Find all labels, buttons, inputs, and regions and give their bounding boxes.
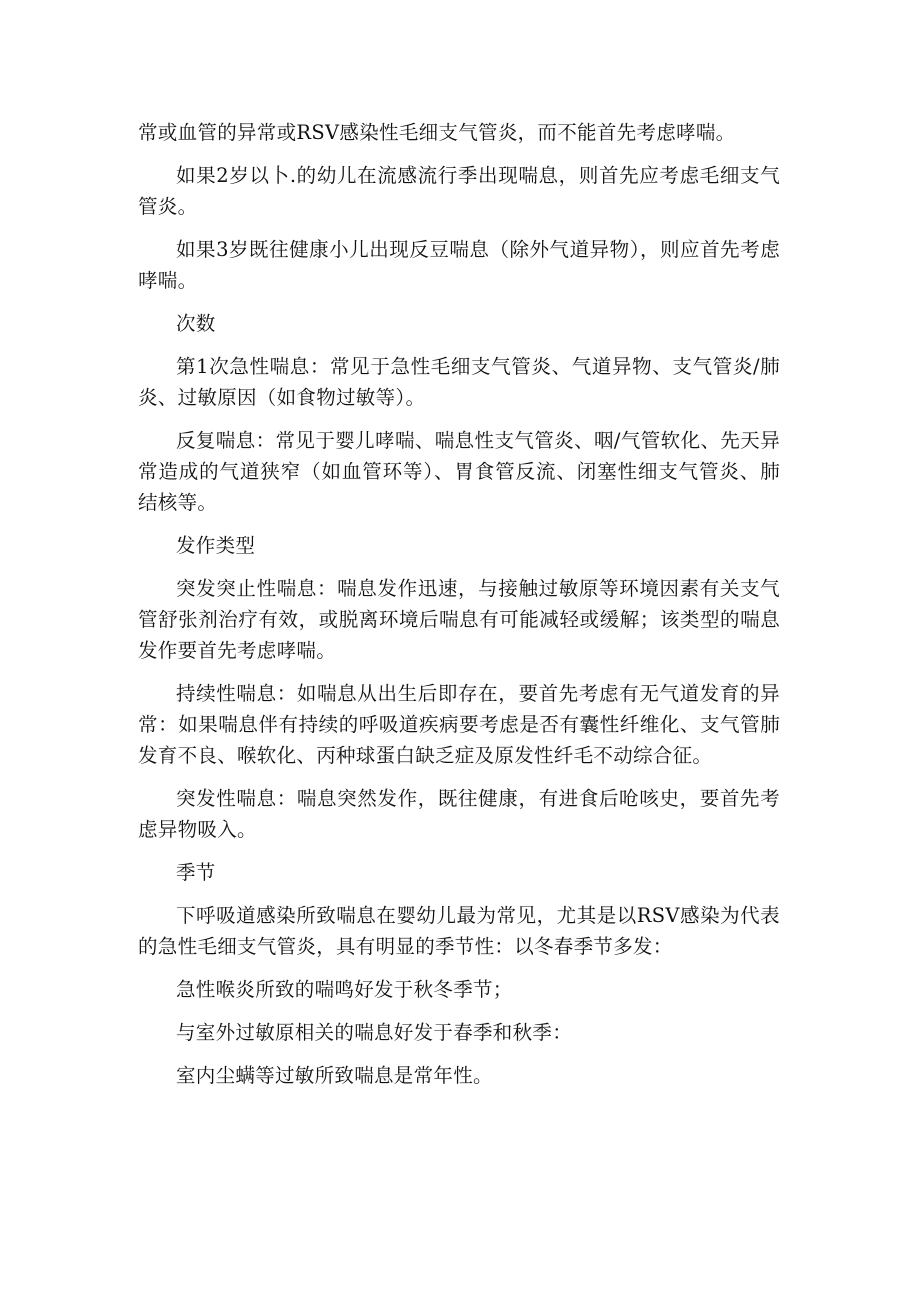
section-heading-season: 季节 [176, 861, 216, 884]
section-heading-onset-type: 发作类型 [176, 534, 256, 557]
paragraph-dust-mite: 室内尘螨等过敏所致喘息是常年性。 [176, 1064, 493, 1087]
section-heading-frequency: 次数 [176, 312, 216, 335]
paragraph-continuation: 常或血管的异常或RSV感染性毛细支气管炎，而不能首先考虑哮喘。 [138, 121, 736, 144]
paragraph-lower-respiratory: 下呼吸道感染所致喘息在婴幼儿最为常见，尤其是以RSV感染为代表的急性毛细支气管炎，具有明显的季节性：以冬春季节多发： [138, 904, 780, 958]
paragraph-first-episode: 第1次急性喘息：常见于急性毛细支气管炎、气道异物、支气管炎/肺炎、过敏原因（如食物过敏等）。 [138, 355, 780, 409]
paragraph-age-three: 如果3岁既往健康小儿出现反豆喘息（除外气道异物），则应首先考虑哮喘。 [138, 238, 780, 292]
paragraph-sudden-onset-stop: 突发突止性喘息：喘息发作迅速，与接触过敏原等环境因素有关支气管舒张剂治疗有效，或脱离环境后喘息有可能减轻或缓解；该类型的喘息发作要首先考虑哮喘。 [138, 577, 780, 662]
paragraph-recurrent: 反复喘息：常见于婴儿哮喘、喘息性支气管炎、咽/气管软化、先天异常造成的气道狭窄（如血管环等）、胃食管反流、闭塞性细支气管炎、肺结核等。 [138, 429, 780, 514]
paragraph-outdoor-allergen: 与室外过敏原相关的喘息好发于春季和秋季： [176, 1021, 573, 1044]
paragraph-persistent: 持续性喘息：如喘息从出生后即存在，要首先考虑有无气道发育的异常：如果喘息伴有持续的呼吸道疾病要考虑是否有囊性纤维化、支气管肺发育不良、喉软化、丙种球蛋白缺乏症及原发性纤毛不动综合征。 [138, 682, 780, 767]
paragraph-acute-laryngitis: 急性喉炎所致的喘鸣好发于秋冬季节； [176, 978, 513, 1001]
paragraph-sudden: 突发性喘息：喘息突然发作，既往健康，有进食后呛咳史，要首先考虑异物吸入。 [138, 787, 780, 841]
paragraph-flu-season: 如果2岁以卜.的幼儿在流感流行季出现喘息，则首先应考虑毛细支气管炎。 [138, 164, 780, 218]
